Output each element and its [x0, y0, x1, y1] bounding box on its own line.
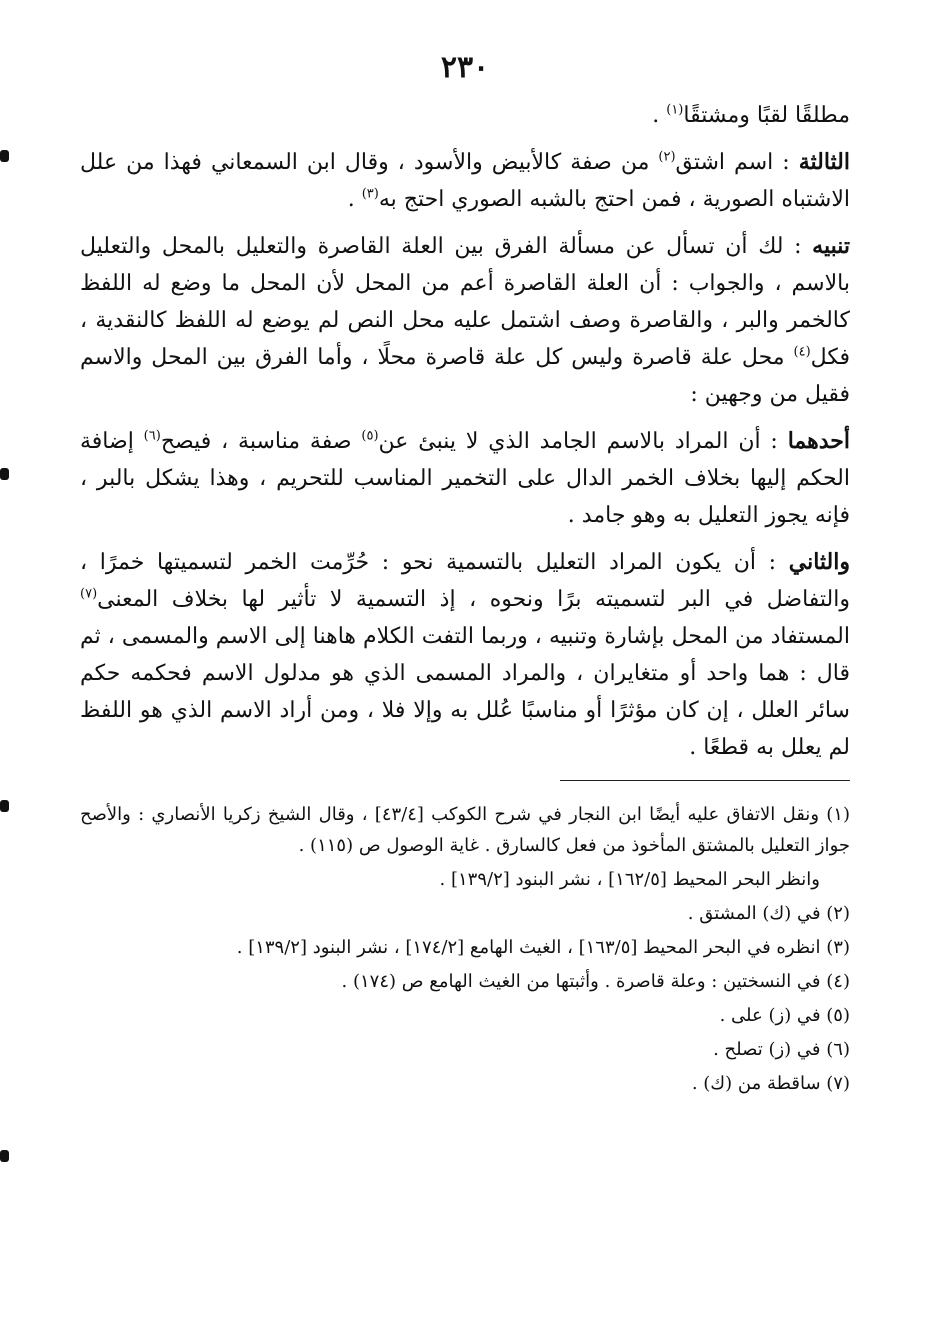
footnote-ref: (٤): [793, 344, 811, 360]
footnote-item: (١) ونقل الاتفاق عليه أيضًا ابن النجار في شرح الكوكب [٤٣/٤] ، وقال الشيخ زكريا الأنصاري : والأصح جواز التعليل بالمشتق المأخوذ من فعل كالسارق . غاية الوصول ص (١١٥) .: [80, 804, 850, 856]
main-text: [80, 97, 850, 766]
paragraph-text: : أن المراد بالاسم الجامد الذي لا ينبئ عن: [378, 429, 788, 454]
scan-mark: [0, 1150, 9, 1162]
scan-mark: [0, 468, 9, 480]
footnotes: [80, 799, 850, 1099]
paragraph-opening: [80, 97, 850, 134]
scan-mark: [0, 150, 9, 162]
footnote-ref: (١): [666, 102, 684, 118]
paragraph-heading: تنبيه: [812, 233, 850, 259]
paragraph-heading: والثاني: [788, 549, 850, 575]
paragraph-first-aspect: [80, 423, 850, 534]
footnote-item: وانظر البحر المحيط [١٦٢/٥] ، نشر البنود [١٣٩/٢] .: [439, 869, 820, 890]
paragraph-text: : لك أن تسأل عن مسألة الفرق بين العلة القاصرة والتعليل بالمحل والتعليل بالاسم ، والجواب : أن العلة القاصرة أعم من المحل لأن المحل ما وضع له اللفظ كالخمر والبر ، والقاصرة وصف اشتمل عليه محل النص لم يوضع له اللفظ كالنقدية ، فكل: [80, 234, 850, 370]
paragraph-heading: الثالثة: [798, 149, 850, 175]
scan-mark: [0, 800, 9, 812]
paragraph-text: : اسم اشتق: [675, 150, 799, 175]
paragraph-text: محل علة قاصرة وليس كل علة قاصرة محلًا ، وأما الفرق بين المحل والاسم فقيل من وجهين :: [80, 345, 850, 407]
page-number: ٢٣٠: [440, 50, 490, 85]
footnote-item: (٢) في (ك) المشتق .: [687, 903, 850, 924]
footnote-item: (٤) في النسختين : وعلة قاصرة . وأثبتها من الغيث الهامع ص (١٧٤) .: [341, 971, 850, 992]
footnote-item: (٥) في (ز) على .: [719, 1005, 850, 1026]
footnote-item: (٣) انظره في البحر المحيط [١٦٣/٥] ، الغيث الهامع [١٧٤/٢] ، نشر البنود [١٣٩/٢] .: [236, 937, 850, 958]
document-page: [80, 50, 850, 1102]
footnote-item: (٦) في (ز) تصلح .: [713, 1039, 850, 1060]
footnote-ref: (٧): [80, 586, 98, 602]
paragraph-text: مطلقًا لقبًا ومشتقًا: [683, 103, 850, 128]
paragraph-text: .: [652, 103, 667, 128]
footnote-separator: [560, 780, 850, 781]
footnote-ref: (٢): [658, 149, 676, 165]
paragraph-third: [80, 144, 850, 218]
paragraph-text: .: [347, 187, 362, 212]
footnote-item: (٧) ساقطة من (ك) .: [691, 1073, 850, 1094]
paragraph-second-aspect: [80, 544, 850, 766]
paragraph-heading: أحدهما: [787, 428, 850, 454]
footnote-ref: (٣): [361, 186, 379, 202]
paragraph-text: صفة مناسبة ، فيصح: [160, 429, 362, 454]
footnote-ref: (٦): [143, 428, 161, 444]
paragraph-text: : أن يكون المراد التعليل بالتسمية نحو : حُرِّمت الخمر لتسميتها خمرًا ، والتفاضل في البر لتسميته برًا ونحوه ، إذ التسمية لا تأثير لها بخلاف المعنى: [80, 550, 850, 612]
paragraph-text: إضافة الحكم إليها بخلاف الخمر الدال على التخمير المناسب للتحريم ، وهذا يشكل بالبر ، فإنه يجوز التعليل به وهو جامد .: [80, 429, 850, 528]
paragraph-text: المستفاد من المحل بإشارة وتنبيه ، وربما التفت الكلام هاهنا إلى الاسم والمسمى ، ثم قال : هما واحد أو متغايران ، والمراد المسمى الذي هو مدلول الاسم فحكمه حكم سائر العلل ، إن كان مؤثرًا أو مناسبًا عُلل به وإلا فلا ، ومن أراد الاسم الذي هو اللفظ لم يعلل به قطعًا .: [80, 624, 850, 760]
paragraph-notice: [80, 228, 850, 413]
paragraph-text: من صفة كالأبيض والأسود ، وقال ابن السمعاني فهذا من علل الاشتباه الصورية ، فمن احتج بالشبه الصوري احتج به: [80, 150, 850, 212]
footnote-ref: (٥): [361, 428, 379, 444]
